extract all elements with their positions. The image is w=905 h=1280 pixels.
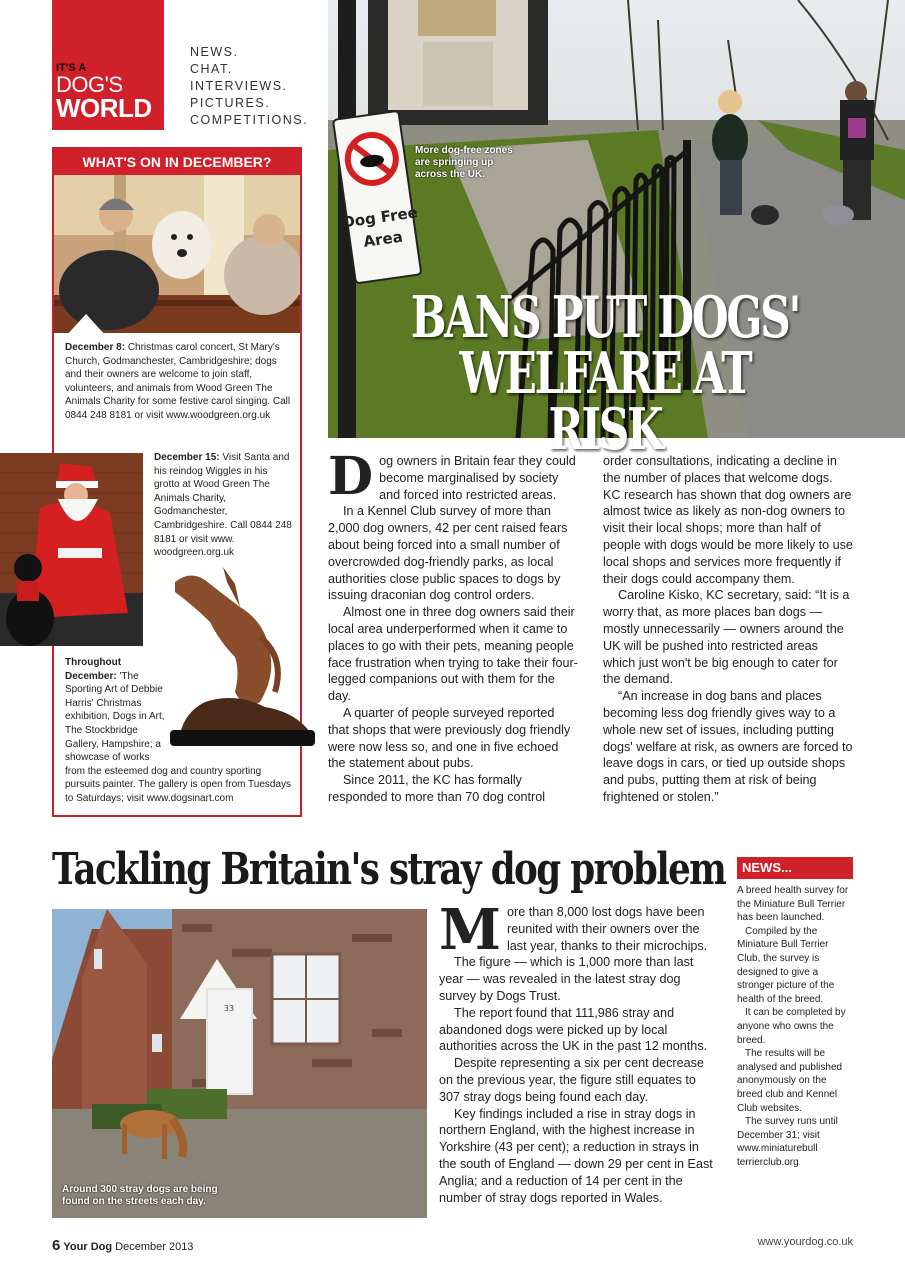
- stray-dog-photo: [52, 909, 427, 1218]
- paragraph: Since 2011, the KC has formally responded to more than 70 dog control: [328, 773, 546, 804]
- event-date: December 15:: [154, 452, 220, 463]
- news-sidebar-body: [737, 884, 853, 1169]
- magazine-name: Your Dog: [63, 1241, 113, 1253]
- paragraph: It can be completed by anyone who owns the breed.: [737, 1007, 846, 1046]
- paragraph: Key findings included a rise in stray dogs in northern England, with the highest increase in Yorkshire (43 per cent); a reduction in strays in the south of England — down 29 per cent in East Anglia; and a reduction of 14 per cent in the number of stray dogs reported in Wales.: [439, 1106, 713, 1205]
- drop-cap-m: M: [439, 897, 501, 963]
- paragraph: The report found that 111,986 stray and abandoned dogs were picked up by local authorities across the UK in the past 12 months.: [439, 1005, 708, 1054]
- page-number: 6: [52, 1237, 61, 1254]
- issue-date: December 2013: [115, 1241, 194, 1253]
- paragraph: order consultations, indicating a decline in the number of places that welcome dogs. KC research has shown that dog owners are almost twice as likely as non-dog owners to visit their local shops; more than half of people with dogs would be more likely to use local shops and services more frequently if their dogs could accompany them.: [603, 454, 853, 586]
- event-text: Christmas carol concert, St Mary's Church, Godmanchester, Cambridgeshire; dogs and their owners are welcome to join staff, volunteers, and animals from Wood Green The Animals Charity for some festive carol singing. Call 0844 248 8181 or visit www.woodgreen.org.uk: [65, 342, 291, 421]
- paragraph: The results will be analysed and published anonymously on the breed club and Kennel Club websites.: [737, 1048, 843, 1114]
- section-logo: [52, 0, 164, 130]
- hero-caption: More dog-free zones are springing up across the UK.: [415, 145, 513, 180]
- drop-cap-d: D: [328, 446, 374, 507]
- paragraph: Compiled by the Miniature Bull Terrier Club, the survey is designed to give a stronger picture of the health of the breed.: [737, 925, 835, 1005]
- main-headline: [409, 284, 801, 463]
- paragraph: A quarter of people surveyed reported that shops that were previously dog friendly were now less so, and one in five echoed the statement about pubs.: [328, 705, 571, 771]
- stray-dog-caption: Around 300 stray dogs are being found on the streets each day.: [62, 1184, 218, 1207]
- topic-chat: CHAT.: [190, 62, 233, 76]
- paragraph: Almost one in three dog owners said their local area underperformed when it came to places to go with their pets, meaning people face frustration when trying to take their four-legged companions out with them for the day.: [328, 605, 578, 704]
- topic-competitions: COMPETITIONS.: [190, 113, 309, 127]
- footer-page-info: [52, 1237, 193, 1254]
- event-december-8: [65, 341, 295, 423]
- event-throughout-december-text: [65, 656, 295, 806]
- headline-line2: WELFARE AT RISK: [459, 340, 751, 463]
- event-date: Throughout December:: [65, 657, 122, 682]
- news-sidebar-title: NEWS...: [737, 857, 853, 879]
- sculpture-wrap-spacer: [165, 656, 295, 760]
- door-number: 33: [223, 1004, 235, 1013]
- santa-photo: [0, 453, 143, 646]
- topic-pictures: PICTURES.: [190, 96, 271, 110]
- logo-line3: WORLD: [56, 93, 152, 123]
- section-topics: [190, 44, 308, 129]
- church-carol-photo: [54, 175, 300, 333]
- article2-body: [439, 897, 714, 1206]
- event-date: December 8:: [65, 342, 126, 353]
- paragraph: The figure — which is 1,000 more than last year — was revealed in the latest stray dog survey by Dogs Trust.: [439, 955, 694, 1003]
- paragraph: The survey runs until December 31; visit www.miniaturebull terrierclub.org: [737, 1116, 838, 1168]
- headline-line1: BANS PUT DOGS': [410, 284, 800, 351]
- topic-interviews: INTERVIEWS.: [190, 79, 288, 93]
- callout-triangle: [66, 314, 106, 336]
- sign-text: Dog Free: [341, 203, 419, 232]
- article-column-2: [603, 453, 853, 806]
- event-text: Visit Santa and his reindog Wiggles in his grotto at Wood Green The Animals Charity, Godmanchester, Cambridgeshire. Call 0844 248 8181 or visit www. woodgreen.org.uk: [154, 452, 292, 559]
- paragraph: “An increase in dog bans and places becoming less dog friendly gives way to a whole new set of issues, including putting dogs' welfare at risk, as owners are forced to leave dogs in cars, or tied up outside shops and pubs, putting them at risk of being frightened or stolen.”: [603, 689, 853, 804]
- logo-line2: DOG'S: [56, 72, 123, 97]
- paragraph: Caroline Kisko, KC secretary, said: “It is a worry that, as more places ban dogs — mostly unnecessarily — owners around the UK will be pushed into restricted areas which just won't be big enough to cater for the demand.: [603, 588, 850, 687]
- topic-news: NEWS.: [190, 45, 239, 59]
- article2-headline: Tackling Britain's stray dog problem: [52, 844, 726, 895]
- paragraph: A breed health survey for the Miniature Bull Terrier has been launched.: [737, 885, 849, 924]
- footer-url: www.yourdog.co.uk: [757, 1236, 853, 1248]
- whats-on-title: WHAT'S ON IN DECEMBER?: [54, 149, 300, 175]
- paragraph: og owners in Britain fear they could become marginalised by society and forced into restricted areas.: [379, 454, 576, 502]
- paragraph: In a Kennel Club survey of more than 2,000 dog owners, 42 per cent raised fears about being forced into a small number of overcrowded dog-friendly parks, as local authorities close public spaces to dogs by issuing draconian dog control orders.: [328, 504, 568, 603]
- paragraph: Despite representing a six per cent decrease on the previous year, the figure still equates to 307 stray dogs being found each day.: [439, 1056, 704, 1104]
- logo-line1: IT'S A: [56, 62, 87, 74]
- article-column-1: [328, 446, 578, 806]
- event-december-15: [154, 451, 294, 560]
- svg-text:Area: Area: [362, 227, 404, 251]
- event-text: 'The Sporting Art of Debbie Harris' Christmas exhibition, Dogs in Art, The Stockbridge Gallery, Hampshire; a showcase of works from the esteemed dog and country sporting pursuits painter. The gallery is open from Tuesdays to Saturdays; visit www.dogsinart.com: [65, 670, 292, 804]
- paragraph: ore than 8,000 lost dogs have been reunited with their owners over the last year, thanks to their microchips.: [507, 905, 708, 953]
